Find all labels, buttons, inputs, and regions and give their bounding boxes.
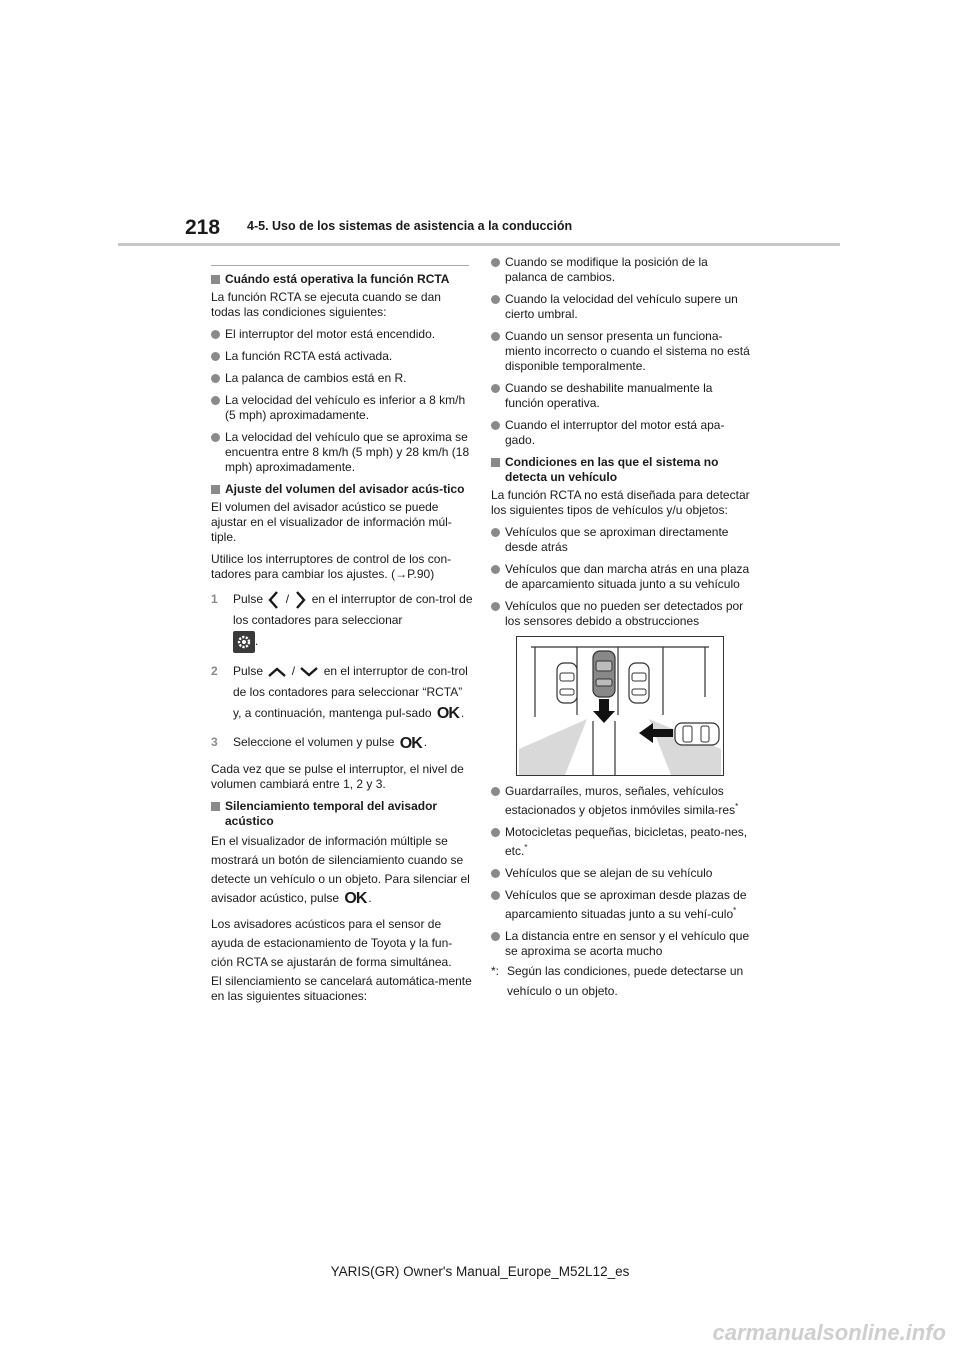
car-parked-right (629, 663, 649, 703)
list-item: La distancia entre en sensor y el vehículo que se aproxima se acorta mucho (491, 929, 753, 959)
step-text: Pulse (233, 592, 264, 606)
list-item-text: Guardarraíles, muros, señales, vehículos estacionados y objetos inmóviles simila-res (505, 784, 736, 817)
step-2 (211, 661, 473, 724)
list-item-text: Vehículos que se aproximan desde plazas de aparcamiento situadas junto a su vehí-culo (505, 888, 747, 921)
ok-icon: OK (436, 705, 459, 723)
list-item (491, 784, 753, 818)
asterisk: * (524, 843, 528, 852)
paragraph: El silenciamiento se cancelará automática-mente en las siguientes situaciones: (211, 973, 472, 1003)
list-item: Vehículos que se aproximan directamente desde atrás (491, 525, 753, 555)
heading-rcta-operation: Cuándo está operativa la función RCTA (211, 272, 473, 287)
right-column (491, 255, 753, 1001)
list-item: Cuando un sensor presenta un funciona-miento incorrecto o cuando el sistema no está disponible temporalmente. (491, 329, 753, 374)
paragraph-text: En el visualizador de información múltiple se mostrará un botón de silenciamiento cuando se detecte un vehículo o un objeto. Para silenciar el avisador acústico, pulse (211, 833, 470, 905)
list-item: La función RCTA está activada. (211, 349, 473, 364)
chevron-right-icon (292, 590, 308, 610)
section-rule (211, 265, 469, 266)
asterisk: * (733, 906, 737, 915)
step-1 (211, 589, 473, 653)
list-item (491, 825, 753, 859)
paragraph: Los avisadores acústicos para el sensor de ayuda de estacionamiento de Toyota y la fun-ción RCTA se ajustarán de forma simultánea. (211, 916, 453, 969)
step-text: en el interruptor de con-trol de los contadores para seleccionar (233, 592, 473, 627)
list-item: Cuando se modifique la posición de la palanca de cambios. (491, 255, 753, 285)
list-item: La palanca de cambios está en R. (211, 371, 473, 386)
footnote (491, 961, 753, 1001)
step-separator: / (291, 664, 296, 678)
step-3 (211, 732, 473, 753)
list-item: Vehículos que se alejan de su vehículo (491, 866, 753, 881)
list-item: Vehículos que no pueden ser detectados por los sensores debido a obstrucciones (491, 599, 753, 629)
car-parked-left (557, 663, 577, 703)
heading-volume-adjust: Ajuste del volumen del avisador acús-tico (211, 482, 473, 497)
list-item: Vehículos que dan marcha atrás en una plaza de aparcamiento situada junto a su vehículo (491, 562, 753, 592)
ok-icon: OK (344, 889, 367, 907)
list-item: Cuando la velocidad del vehículo supere un cierto umbral. (491, 292, 753, 322)
step-number: 3 (211, 735, 218, 750)
car-approaching (675, 723, 719, 745)
settings-gear-icon (233, 631, 255, 653)
list-item: Cuando el interruptor del motor está apa-gado. (491, 418, 753, 448)
footer-manual-name: YARIS(GR) Owner's Manual_Europe_M52L12_es (330, 1264, 630, 1279)
paragraph (211, 832, 473, 908)
step-text: . (460, 706, 465, 720)
list-item: Cuando se deshabilite manualmente la función operativa. (491, 381, 753, 411)
list-item: El interruptor del motor está encendido. (211, 327, 473, 342)
heading-mute: Silenciamiento temporal del avisador acústico (211, 799, 473, 829)
step-text: en el interruptor de con-trol de los contadores para seleccionar “RCTA” y, a continuación, mantenga pul-sado (233, 664, 468, 720)
step-text: Pulse (233, 664, 264, 678)
chevron-left-icon (266, 590, 282, 610)
section-title: 4-5. Uso de los sistemas de asistencia a la conducción (247, 219, 573, 233)
paragraph: Utilice los interruptores de control de los con-tadores para cambiar los ajustes. (→P.90) (211, 552, 452, 581)
header-divider (118, 243, 840, 246)
page-number: 218 (185, 216, 221, 239)
step-text: . (423, 735, 428, 750)
watermark: carmanualsonline.info (712, 1320, 946, 1345)
parking-diagram (516, 636, 724, 776)
paragraph: La función RCTA se ejecuta cuando se dan todas las condiciones siguientes: (211, 290, 441, 319)
footnote-text: Según las condiciones, puede detectarse un vehículo o un objeto. (507, 964, 744, 998)
asterisk: * (735, 802, 739, 811)
list-item: La velocidad del vehículo que se aproxima se encuentra entre 8 km/h (5 mph) y 28 km/h (18 mph) aproximadamente. (211, 430, 473, 475)
paragraph-text: . (368, 890, 372, 905)
chevron-up-icon (266, 665, 288, 679)
step-text: Seleccione el volumen y pulse (233, 735, 395, 750)
list-item: La velocidad del vehículo es inferior a 8 km/h (5 mph) aproximadamente. (211, 393, 473, 423)
step-number: 1 (211, 592, 218, 606)
step-text: . (255, 634, 259, 649)
footnote-mark: *: (491, 964, 500, 978)
ok-icon: OK (399, 734, 422, 752)
list-item-text: Motocicletas pequeñas, bicicletas, peato-nes, etc. (505, 825, 748, 858)
chevron-down-icon (298, 665, 320, 679)
paragraph: La función RCTA no está diseñada para detectar los siguientes tipos de vehículos y/u objetos: (491, 488, 750, 517)
heading-not-detected: Condiciones en las que el sistema no detecta un vehículo (491, 455, 753, 485)
step-separator: / (285, 592, 290, 606)
car-own-vehicle (593, 651, 615, 697)
left-column (211, 265, 473, 1011)
step-number: 2 (211, 664, 218, 678)
paragraph: Cada vez que se pulse el interruptor, el nivel de volumen cambiará entre 1, 2 y 3. (211, 761, 464, 791)
list-item (491, 888, 753, 922)
paragraph: El volumen del avisador acústico se puede ajustar en el visualizador de información múl-tiple. (211, 500, 452, 544)
